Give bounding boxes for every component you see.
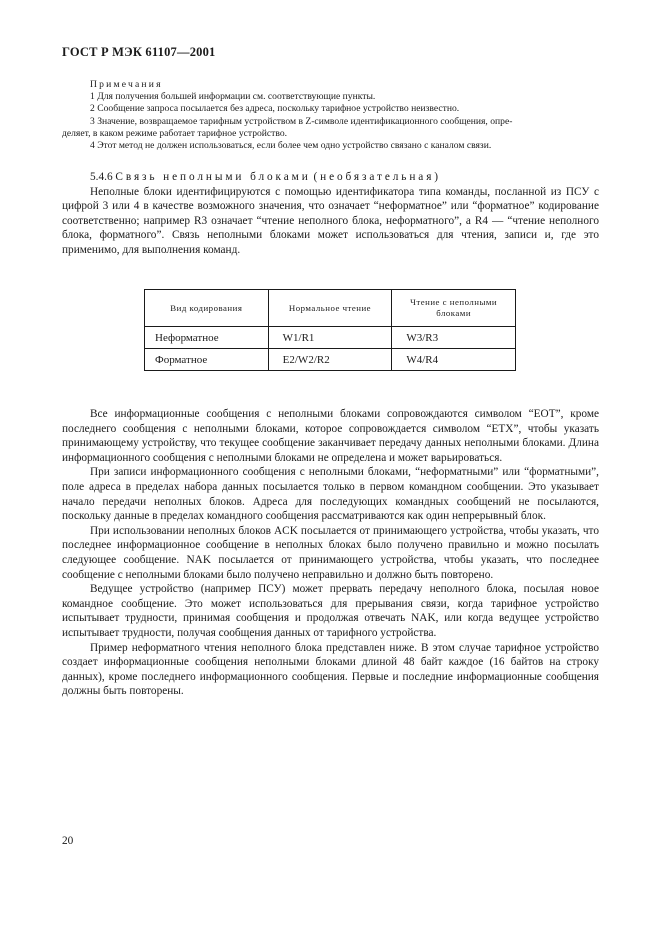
note-item	[62, 116, 602, 128]
section-number: 5.4.6	[90, 171, 113, 183]
note-item: 4 Этот метод не должен использоваться, если более чем одно устройство связано с каналом связи.	[90, 140, 492, 152]
table-cell: Неформатное	[145, 327, 269, 349]
paragraph: При использовании неполных блоков ACK посылается от принимающего устройства, чтобы указать, что последнее информационное сообщение в неполных блоках было получено правильно и можно посылать следующее сообщение. NAK посылается от принимающего устройства, чтобы указать, что последнее сообщение с неполными блоками было получено неправильно и должно быть повторено.	[62, 524, 599, 581]
notes-heading: Примечания	[90, 79, 163, 90]
notes-block	[62, 79, 602, 152]
paragraph: Пример неформатного чтения неполного блока представлен ниже. В этом случае тарифное устройство создает информационные сообщения неполными блоками длиной 48 байт каждое (16 байтов на строку данных), кроме последнего информационного сообщения. Первые и последние информационные сообщения должны быть повторены.	[62, 641, 599, 698]
table-cell: W1/R1	[268, 327, 392, 349]
document-header: ГОСТ Р МЭК 61107—2001	[62, 45, 216, 59]
paragraph: Все информационные сообщения с неполными блоками сопровождаются символом “EOT”, кроме последнего сообщения с неполными блоками, которое сопровождается символом “ETX”, чтобы указать принимающему устройству, что текущее сообщение заканчивает передачу данных неполными блоками. Длина информационного сообщения с неполными блоками не определена и может варьироваться.	[62, 408, 599, 464]
table-cell: Форматное	[145, 349, 269, 371]
table-cell: W4/R4	[392, 349, 516, 371]
table-row	[145, 327, 516, 349]
paragraph: Ведущее устройство (например ПСУ) может прервать передачу неполного блока, посылая новое командное сообщение. Это может использоваться для прерывания связи, когда тарифное устройство испытывает трудности, принимая сообщения и продолжая отвечать NAK, или когда ведущее устройство испытывает трудности, получая сообщения данных от тарифного устройства.	[62, 583, 599, 639]
paragraph: При записи информационного сообщения с неполными блоками, “неформатными” или “форматными”, поле адреса в пределах набора данных посылается только в первом командном сообщении. Это указывает начало передачи неполных блоков. Адреса для последующих командных сообщений не посылаются, поскольку данные в пределах командного сообщения рассматриваются как один непрерывный блок.	[62, 466, 599, 523]
table-cell: W3/R3	[392, 327, 516, 349]
body-text	[62, 407, 599, 699]
table-header-cell: Вид кодирования	[145, 290, 269, 327]
page-number: 20	[62, 835, 74, 847]
note-item-continued	[62, 128, 602, 140]
table-header-cell: Чтение с неполными блоками	[392, 290, 516, 327]
section-intro: Неполные блоки идентифицируются с помощью идентификатора типа команды, посланной из ПСУ с цифрой 3 или 4 в качестве возможного значения, что означает “неформатное” или “форматное” кодирование соответственно; например R3 означает “чтение неполного блока, неформатного”, а R4 — “чтение неполного блока, форматного”. Связь неполными блоками может использоваться для чтения, записи и, где это применимо, для выполнения команд.	[62, 185, 599, 256]
table-header-row	[145, 290, 516, 327]
section-block	[62, 170, 599, 258]
table-cell: E2/W2/R2	[268, 349, 392, 371]
section-qualifier: (необязательная)	[313, 171, 441, 183]
section-heading	[62, 170, 599, 185]
coding-table	[144, 289, 516, 371]
note-item: 1 Для получения большей информации см. соответствующие пункты.	[90, 91, 376, 103]
section-title: Связь неполными блоками	[115, 171, 311, 183]
table-header-cell: Нормальное чтение	[268, 290, 392, 327]
note-3-line-2: в каком режиме работает тарифное устройство.	[92, 127, 288, 139]
note-item: 2 Сообщение запроса посылается без адреса, поскольку тарифное устройство неизвестно.	[90, 103, 460, 115]
note-3-line-1: 3 Значение, возвращаемое тарифным устройством в Z-символе идентификационного сообщения, опре-	[90, 115, 513, 127]
note-3-tail: деляет,	[62, 127, 91, 139]
table-row	[145, 349, 516, 371]
